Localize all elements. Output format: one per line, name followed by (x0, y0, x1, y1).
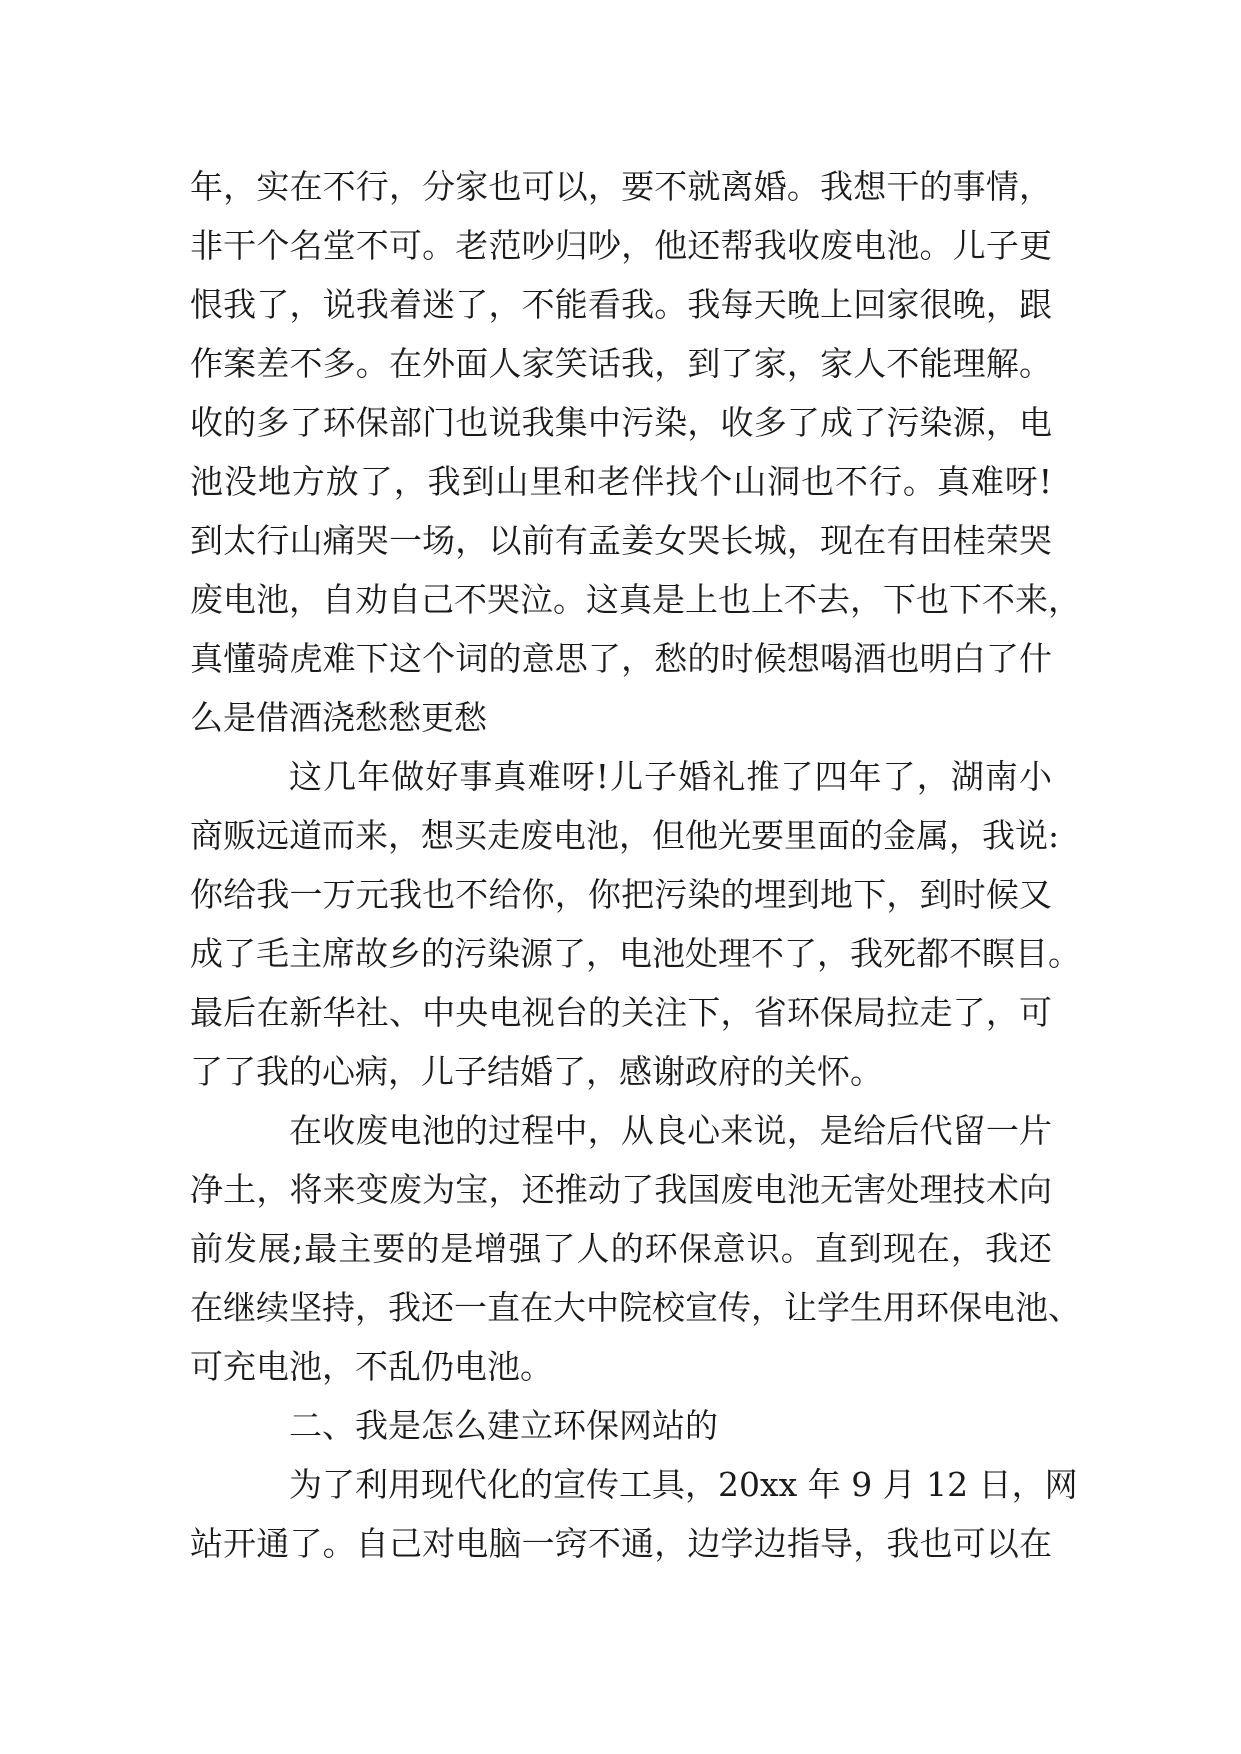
text-line: 了了我的心病，儿子结婚了，感谢政府的关怀。 (190, 1052, 883, 1091)
text-line: 可充电池，不乱仍电池。 (190, 1347, 553, 1386)
text-line: 净土，将来变废为宝，还推动了我国废电池无害处理技术向 (190, 1170, 1052, 1209)
text-line: 商贩远道而来，想买走废电池，但他光要里面的金属，我说: (190, 816, 1060, 855)
text-line: 作案差不多。在外面人家笑话我，到了家，家人不能理解。 (190, 344, 1052, 383)
text-line: 收的多了环保部门也说我集中污染，收多了成了污染源，电 (190, 403, 1052, 442)
section-heading (190, 1396, 1052, 1455)
text-line: 废电池，自劝自己不哭泣。这真是上也上不去，下也下不来， (190, 580, 1081, 619)
text-line: 真懂骑虎难下这个词的意思了，愁的时候想喝酒也明白了什 (190, 639, 1052, 678)
document-body (190, 157, 1081, 1573)
text-line: 么是借酒浇愁愁更愁 (190, 698, 487, 737)
paragraph-3 (190, 1101, 1081, 1396)
text-line: 站开通了。自己对电脑一窍不通，边学边指导，我也可以在 (190, 1524, 1052, 1563)
section-heading-text: 二、我是怎么建立环保网站的 (289, 1406, 718, 1445)
text-line: 你给我一万元我也不给你，你把污染的埋到地下，到时候又 (190, 875, 1052, 914)
text-line: 在继续坚持，我还一直在大中院校宣传，让学生用环保电池、 (190, 1288, 1081, 1327)
text-line: 成了毛主席故乡的污染源了，电池处理不了，我死都不瞑目。 (190, 934, 1081, 973)
paragraph-1 (190, 157, 1081, 747)
text-line: 恨我了，说我着迷了，不能看我。我每天晚上回家很晚，跟 (190, 285, 1052, 324)
text-line: 年，实在不行，分家也可以，要不就离婚。我想干的事情， (190, 167, 1052, 206)
paragraph-5 (190, 1455, 1078, 1573)
paragraph-2 (190, 747, 1081, 1101)
text-line: 最后在新华社、中央电视台的关注下，省环保局拉走了，可 (190, 993, 1052, 1032)
text-line: 这几年做好事真难呀!儿子婚礼推了四年了，湖南小 (289, 757, 1052, 796)
text-line: 非干个名堂不可。老范吵归吵，他还帮我收废电池。儿子更 (190, 226, 1052, 265)
text-line: 在收废电池的过程中，从良心来说，是给后代留一片 (289, 1111, 1052, 1150)
text-line: 为了利用现代化的宣传工具，20xx 年 9 月 12 日，网 (289, 1465, 1078, 1504)
text-line: 前发展;最主要的是增强了人的环保意识。直到现在，我还 (190, 1229, 1052, 1268)
text-line: 池没地方放了，我到山里和老伴找个山洞也不行。真难呀! (190, 462, 1052, 501)
text-line: 到太行山痛哭一场，以前有孟姜女哭长城，现在有田桂荣哭 (190, 521, 1052, 560)
